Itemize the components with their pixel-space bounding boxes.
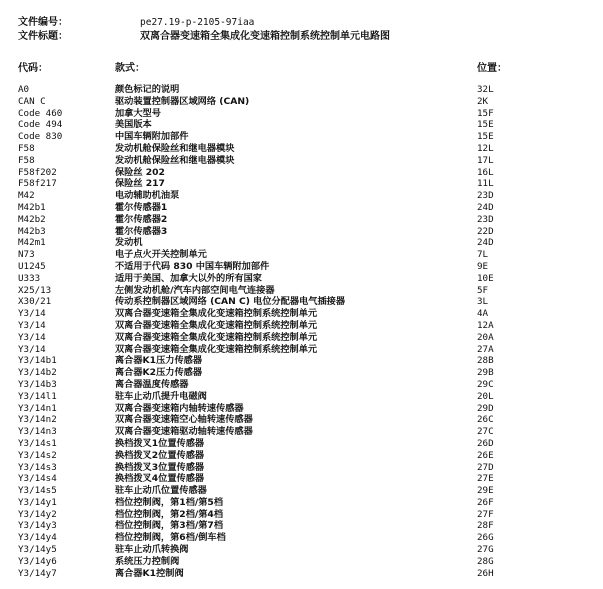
item-description: 换档拨叉4位置传感器 (115, 473, 205, 485)
item-description: 离合器K1控制阀 (115, 567, 184, 579)
doc-title-value: 双离合器变速箱全集成化变速箱控制系统控制单元电路图 (140, 31, 390, 42)
item-code: Y3/14 (18, 308, 46, 320)
list-item (0, 391, 603, 403)
item-position: 26H (477, 567, 494, 579)
list-item (0, 450, 603, 462)
item-code: M42b3 (18, 225, 46, 237)
item-code: F58f202 (18, 166, 57, 178)
list-item (0, 308, 603, 320)
item-position: 9E (477, 260, 489, 272)
list-item (0, 190, 603, 202)
item-description: 双离合器变速箱全集成化变速箱控制系统控制单元 (115, 343, 318, 355)
item-description: 档位控制阀，第2档/第4档 (115, 508, 224, 520)
item-description: 中国车辆附加部件 (115, 131, 189, 143)
item-code: F58f217 (18, 178, 57, 190)
item-description: 发动机 (115, 237, 143, 249)
item-position: 26D (477, 437, 494, 449)
list-item (0, 532, 603, 544)
item-description: 换档拨叉1位置传感器 (115, 437, 205, 449)
item-description: 颜色标记的说明 (115, 84, 180, 95)
item-position: 23D (477, 213, 494, 225)
item-position: 29E (477, 485, 494, 497)
item-position: 29B (477, 367, 494, 379)
item-code: A0 (18, 84, 30, 95)
item-code: Y3/14b1 (18, 355, 57, 367)
list-item (0, 379, 603, 391)
item-code: CAN C (18, 95, 46, 107)
list-item (0, 119, 603, 131)
item-description: 美国版本 (115, 119, 152, 131)
item-code: Y3/14y6 (18, 555, 57, 567)
item-description: 电子点火开关控制单元 (115, 249, 207, 261)
item-code: Code 460 (18, 107, 63, 119)
column-header-code: 代码： (18, 63, 48, 74)
item-position: 27F (477, 508, 494, 520)
item-position: 26E (477, 449, 494, 461)
item-code: Y3/14n2 (18, 414, 57, 426)
list-item (0, 509, 603, 521)
list-item (0, 296, 603, 308)
item-position: 5F (477, 284, 489, 296)
item-code: Y3/14b3 (18, 378, 57, 390)
list-item (0, 426, 603, 438)
doc-number-label: 文件编号： (18, 17, 68, 28)
item-position: 26C (477, 414, 494, 426)
list-item (0, 485, 603, 497)
list-item (0, 438, 603, 450)
item-description: 双离合器变速箱空心轴转速传感器 (115, 414, 253, 426)
item-position: 29D (477, 402, 494, 414)
item-code: Y3/14s1 (18, 437, 57, 449)
item-code: M42m1 (18, 237, 46, 249)
item-description: 双离合器变速箱全集成化变速箱控制系统控制单元 (115, 331, 318, 343)
list-item (0, 544, 603, 556)
item-position: 26F (477, 496, 494, 508)
item-description: 霍尔传感器2 (115, 213, 168, 225)
list-item (0, 403, 603, 415)
item-position: 28B (477, 355, 494, 367)
item-code: Y3/14y2 (18, 508, 57, 520)
item-code: Y3/14b2 (18, 367, 57, 379)
list-item (0, 497, 603, 509)
item-position: 11L (477, 178, 494, 190)
doc-number-value: pe27.19-p-2105-97iaa (140, 17, 255, 28)
component-list (0, 84, 603, 579)
item-description: 驻车止动爪提升电磁阀 (115, 390, 207, 402)
item-code: Y3/14y1 (18, 496, 57, 508)
item-position: 16L (477, 166, 494, 178)
list-item (0, 344, 603, 356)
item-description: 霍尔传感器3 (115, 225, 168, 237)
list-item (0, 96, 603, 108)
item-description: 换档拨叉3位置传感器 (115, 461, 205, 473)
item-code: M42 (18, 190, 35, 202)
item-description: 双离合器变速箱全集成化变速箱控制系统控制单元 (115, 319, 318, 331)
list-item (0, 167, 603, 179)
item-position: 28F (477, 520, 494, 532)
item-position: 12L (477, 142, 494, 154)
list-item (0, 367, 603, 379)
item-position: 4A (477, 308, 489, 320)
item-code: Y3/14y3 (18, 520, 57, 532)
list-item (0, 108, 603, 120)
item-position: 15E (477, 131, 494, 143)
item-description: 换档拨叉2位置传感器 (115, 449, 205, 461)
item-description: 发动机舱保险丝和继电器模块 (115, 154, 235, 166)
item-position: 10E (477, 272, 494, 284)
item-description: 传动系控制器区域网络 (CAN C) 电位分配器电气插接器 (115, 296, 346, 308)
list-item (0, 332, 603, 344)
item-position: 29C (477, 378, 494, 390)
doc-title-label: 文件标题： (18, 31, 68, 42)
item-position: 27D (477, 461, 494, 473)
item-code: Y3/14s4 (18, 473, 57, 485)
item-position: 27A (477, 343, 494, 355)
item-code: Y3/14 (18, 331, 46, 343)
column-header-desc: 款式： (115, 63, 145, 74)
list-item (0, 285, 603, 297)
list-item (0, 237, 603, 249)
item-description: 电动辅助机油泵 (115, 190, 180, 202)
item-position: 24D (477, 237, 494, 249)
item-description: 档位控制阀，第6档/倒车档 (115, 532, 226, 544)
list-item (0, 214, 603, 226)
item-position: 17L (477, 154, 494, 166)
item-description: 驱动装置控制器区域网络 (CAN) (115, 95, 250, 107)
item-position: 27E (477, 473, 494, 485)
item-position: 23D (477, 190, 494, 202)
item-description: 加拿大型号 (115, 107, 161, 119)
item-code: Y3/14n1 (18, 402, 57, 414)
list-item (0, 273, 603, 285)
item-code: F58 (18, 154, 35, 166)
item-code: U1245 (18, 260, 46, 272)
item-description: 档位控制阀，第3档/第7档 (115, 520, 224, 532)
item-description: 双离合器变速箱驱动轴转速传感器 (115, 426, 253, 438)
item-code: Y3/14y5 (18, 544, 57, 556)
item-description: 左侧发动机舱/汽车内部空间电气连接器 (115, 284, 275, 296)
item-position: 24D (477, 201, 494, 213)
item-description: 档位控制阀，第1档/第5档 (115, 496, 224, 508)
list-item (0, 520, 603, 532)
item-code: Y3/14y7 (18, 567, 57, 579)
list-item (0, 84, 603, 96)
item-description: 发动机舱保险丝和继电器模块 (115, 142, 235, 154)
item-description: 离合器K1压力传感器 (115, 355, 203, 367)
item-position: 26G (477, 532, 494, 544)
item-code: N73 (18, 249, 35, 261)
item-description: 系统压力控制阀 (115, 555, 180, 567)
item-description: 霍尔传感器1 (115, 201, 168, 213)
item-position: 20A (477, 331, 494, 343)
item-description: 保险丝 202 (115, 166, 165, 178)
item-code: X30/21 (18, 296, 52, 308)
list-item (0, 568, 603, 580)
item-code: M42b1 (18, 201, 46, 213)
item-description: 适用于美国、加拿大以外的所有国家 (115, 272, 262, 284)
list-item (0, 355, 603, 367)
item-description: 驻车止动爪位置传感器 (115, 485, 207, 497)
list-item (0, 178, 603, 190)
item-position: 32L (477, 84, 494, 95)
item-position: 28G (477, 555, 494, 567)
column-header-pos: 位置： (477, 63, 507, 74)
item-position: 12A (477, 319, 494, 331)
item-code: Code 830 (18, 131, 63, 143)
item-description: 离合器K2压力传感器 (115, 367, 203, 379)
item-description: 不适用于代码 830 中国车辆附加部件 (115, 260, 270, 272)
item-description: 双离合器变速箱内轴转速传感器 (115, 402, 244, 414)
list-item (0, 261, 603, 273)
item-position: 2K (477, 95, 489, 107)
list-item (0, 202, 603, 214)
item-code: Y3/14y4 (18, 532, 57, 544)
item-code: M42b2 (18, 213, 46, 225)
item-code: Y3/14s2 (18, 449, 57, 461)
list-item (0, 462, 603, 474)
item-code: Y3/14l1 (18, 390, 57, 402)
item-description: 保险丝 217 (115, 178, 165, 190)
list-item (0, 143, 603, 155)
item-code: X25/13 (18, 284, 52, 296)
list-item (0, 131, 603, 143)
item-position: 27C (477, 426, 494, 438)
item-position: 20L (477, 390, 494, 402)
item-position: 15E (477, 119, 494, 131)
item-code: F58 (18, 142, 35, 154)
item-code: Y3/14s3 (18, 461, 57, 473)
item-description: 双离合器变速箱全集成化变速箱控制系统控制单元 (115, 308, 318, 320)
item-code: Y3/14s5 (18, 485, 57, 497)
list-item (0, 249, 603, 261)
item-position: 15F (477, 107, 494, 119)
list-item (0, 473, 603, 485)
item-position: 3L (477, 296, 489, 308)
item-position: 27G (477, 544, 494, 556)
list-item (0, 226, 603, 238)
item-position: 22D (477, 225, 494, 237)
item-description: 离合器温度传感器 (115, 378, 189, 390)
item-code: Y3/14 (18, 319, 46, 331)
item-position: 7L (477, 249, 489, 261)
list-item (0, 414, 603, 426)
item-code: U333 (18, 272, 41, 284)
list-item (0, 155, 603, 167)
item-code: Code 494 (18, 119, 63, 131)
list-item (0, 320, 603, 332)
item-code: Y3/14 (18, 343, 46, 355)
item-description: 驻车止动爪转换阀 (115, 544, 189, 556)
list-item (0, 556, 603, 568)
item-code: Y3/14n3 (18, 426, 57, 438)
